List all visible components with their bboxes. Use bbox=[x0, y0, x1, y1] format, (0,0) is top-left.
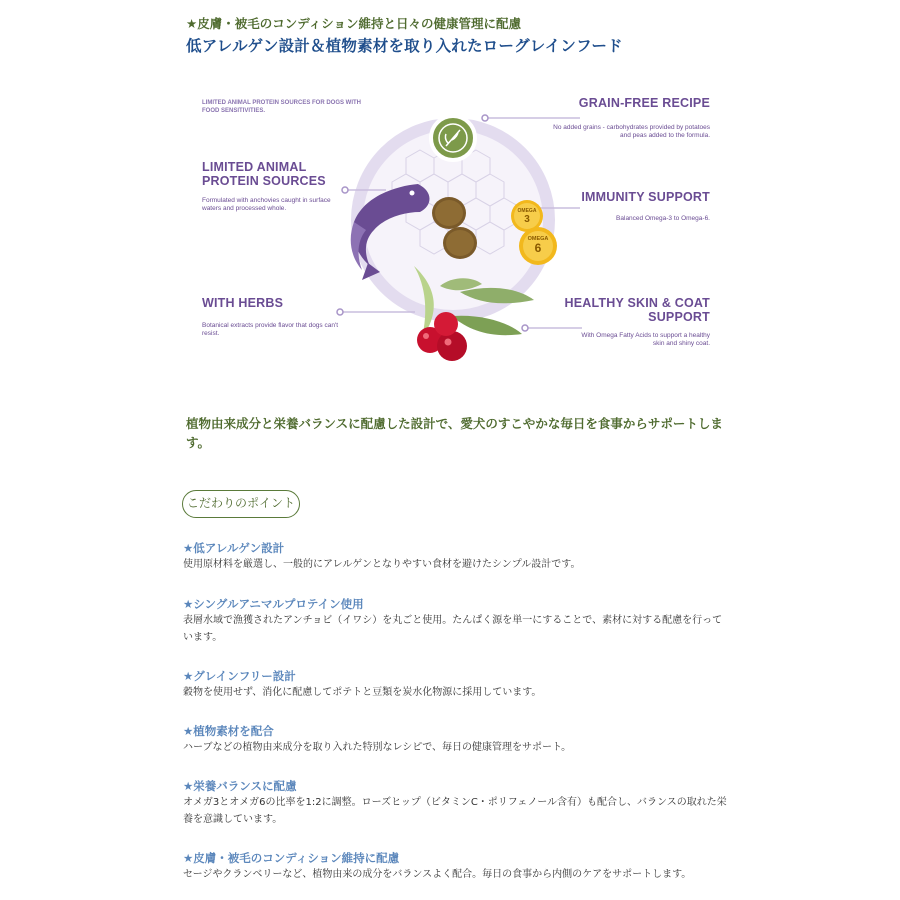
herbs-desc: Botanical extracts provide flavor that dogs can't resist. bbox=[202, 322, 339, 337]
point-body: 使用原材料を厳選し、一般的にアレルゲンとなりやすい食材を避けたシンプル設計です。 bbox=[183, 559, 581, 570]
point-title: ★皮膚・被毛のコンディション維持に配慮 bbox=[183, 851, 400, 865]
list-item bbox=[183, 540, 728, 573]
point-title: ★グレインフリー設計 bbox=[183, 669, 296, 683]
points-badge: こだわりのポイント bbox=[182, 490, 300, 518]
page-title: 低アレルゲン設計＆植物素材を取り入れたローグレインフード bbox=[186, 37, 623, 55]
immunity-title: IMMUNITY SUPPORT bbox=[581, 190, 710, 204]
immunity-desc: Balanced Omega-3 to Omega-6. bbox=[616, 215, 710, 222]
point-body: オメガ3とオメガ6の比率を1:2に調整。ローズヒップ（ビタミンC・ポリフェノール含有）も配合し、バランスの取れた栄養を意識しています。 bbox=[183, 797, 727, 825]
list-item bbox=[183, 668, 728, 701]
point-body: ハーブなどの植物由来成分を取り入れた特別なレシピで、毎日の健康管理をサポート。 bbox=[183, 742, 572, 753]
point-title: ★シングルアニマルプロテイン使用 bbox=[183, 597, 364, 611]
omega-6-label: OMEGA 6 bbox=[527, 236, 549, 255]
point-body: 穀物を使用せず、消化に配慮してポテトと豆類を炭水化物源に採用しています。 bbox=[183, 687, 542, 698]
point-body: セージやクランベリーなど、植物由来の成分をバランスよく配合。毎日の食事から内側のケアをサポートします。 bbox=[183, 869, 692, 880]
point-title: ★栄養バランスに配慮 bbox=[183, 779, 297, 793]
list-item bbox=[183, 723, 728, 756]
point-title: ★低アレルゲン設計 bbox=[183, 541, 285, 555]
point-body: 表層水域で漁獲されたアンチョビ（イワシ）を丸ごと使用。たんぱく源を単一にすることで、素材に対する配慮を行っています。 bbox=[183, 615, 723, 643]
skin-coat-desc: With Omega Fatty Acids to support a healthy skin and shiny coat. bbox=[581, 332, 710, 347]
list-item bbox=[183, 850, 728, 883]
limited-protein-title: LIMITED ANIMAL PROTEIN SOURCES bbox=[202, 160, 326, 188]
grain-free-title: GRAIN-FREE RECIPE bbox=[578, 96, 710, 110]
subtitle: ★皮膚・被毛のコンディション維持と日々の健康管理に配慮 bbox=[186, 16, 521, 31]
skin-coat-title: HEALTHY SKIN & COAT SUPPORT bbox=[564, 296, 710, 324]
grain-free-desc: No added grains - carbohydrates provided by potatoes and peas added to the formula. bbox=[553, 124, 710, 139]
omega-3-label: OMEGA 3 bbox=[517, 208, 537, 225]
lead-text: 植物由来成分と栄養バランスに配慮した設計で、愛犬のすこやかな毎日を食事からサポートします。 bbox=[186, 416, 723, 450]
product-infographic bbox=[190, 80, 720, 380]
limited-protein-desc: Formulated with anchovies caught in surface waters and processed whole. bbox=[202, 197, 331, 212]
list-item bbox=[183, 596, 728, 646]
herbs-title: WITH HERBS bbox=[202, 296, 284, 310]
infographic-intro: LIMITED ANIMAL PROTEIN SOURCES FOR DOGS WITH FOOD SENSITIVITIES. bbox=[202, 100, 361, 114]
point-title: ★植物素材を配合 bbox=[183, 724, 274, 738]
list-item bbox=[183, 778, 728, 828]
